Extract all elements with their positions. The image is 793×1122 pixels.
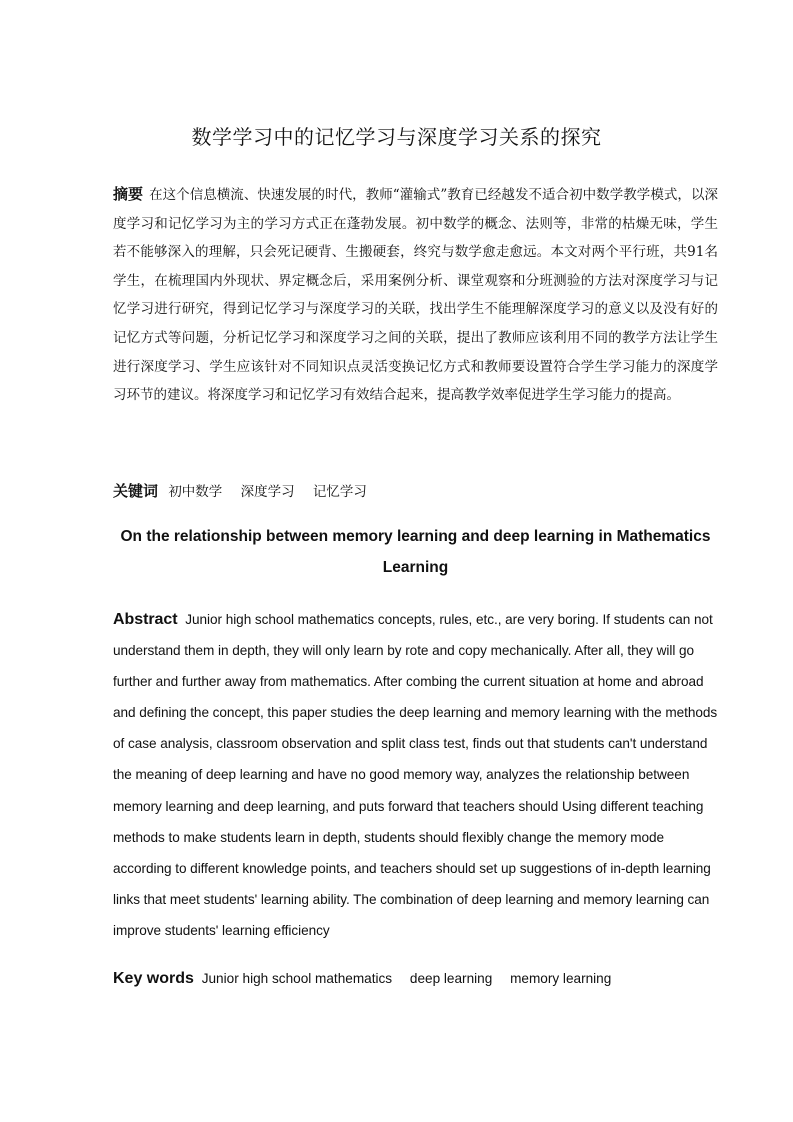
english-keyword-3: memory learning — [510, 971, 612, 986]
chinese-keywords-label: 关键词 — [113, 482, 159, 500]
chinese-title: 数学学习中的记忆学习与深度学习关系的探究 — [191, 125, 602, 149]
english-abstract-label: Abstract — [113, 611, 178, 628]
english-abstract-text: Junior high school mathematics concepts, rules, etc., are very boring. If students can not understand them in depth, they will only learn by rote and copy mechanically. After all, they will go further and further away from mathematics. After combing the current situation at home and abroad and defining the concept, this paper studies the deep learning and memory learning with the methods of case analysis, classroom observation and split class test, finds out that students can't understand the meaning of deep learning and have no good memory way, analyzes the relationship between memory learning and deep learning, and puts forward that teachers should Using different teaching methods to make students learn in depth, students should flexibly change the memory mode according to different knowledge points, and teachers should set up suggestions of in-depth learning links that meet students' learning ability. The combination of deep learning and memory learning can improve students' learning efficiency — [113, 612, 718, 938]
english-title: On the relationship between memory learning and deep learning in Mathematics Learning — [120, 528, 711, 576]
chinese-keyword-3: 记忆学习 — [312, 484, 367, 500]
english-keyword-1: Junior high school mathematics — [201, 971, 393, 986]
chinese-abstract-label: 摘要 — [113, 185, 144, 203]
chinese-keywords — [113, 478, 718, 505]
english-keywords-label: Key words — [113, 970, 194, 987]
chinese-abstract-text: 在这个信息横流、快速发展的时代，教师“灌输式”教育已经越发不适合初中数学教学模式，以深度学习和记忆学习为主的学习方式正在蓬勃发展。初中数学的概念、法则等，非常的枯燥无味，学生若不能够深入的理解，只会死记硬背、生搬硬套，终究与数学愈走愈远。本文对两个平行班，共91名学生，在梳理国内外现状、界定概念后，采用案例分析、课堂观察和分班测验的方法对深度学习与记忆学习进行研究，得到记忆学习与深度学习的关联，找出学生不能理解深度学习的意义以及没有好的记忆方式等问题，分析记忆学习和深度学习之间的关联，提出了教师应该利用不同的教学方法让学生进行深度学习、学生应该针对不同知识点灵活变换记忆方式和教师要设置符合学生学习能力的深度学习环节的建议。将深度学习和记忆学习有效结合起来，提高教学效率促进学生学习能力的提高。 — [113, 187, 718, 404]
chinese-abstract — [113, 180, 718, 410]
english-keyword-2: deep learning — [409, 971, 493, 986]
english-keywords — [113, 964, 719, 994]
english-abstract — [113, 604, 719, 946]
chinese-keyword-2: 深度学习 — [240, 484, 295, 500]
chinese-keyword-1: 初中数学 — [168, 484, 223, 500]
